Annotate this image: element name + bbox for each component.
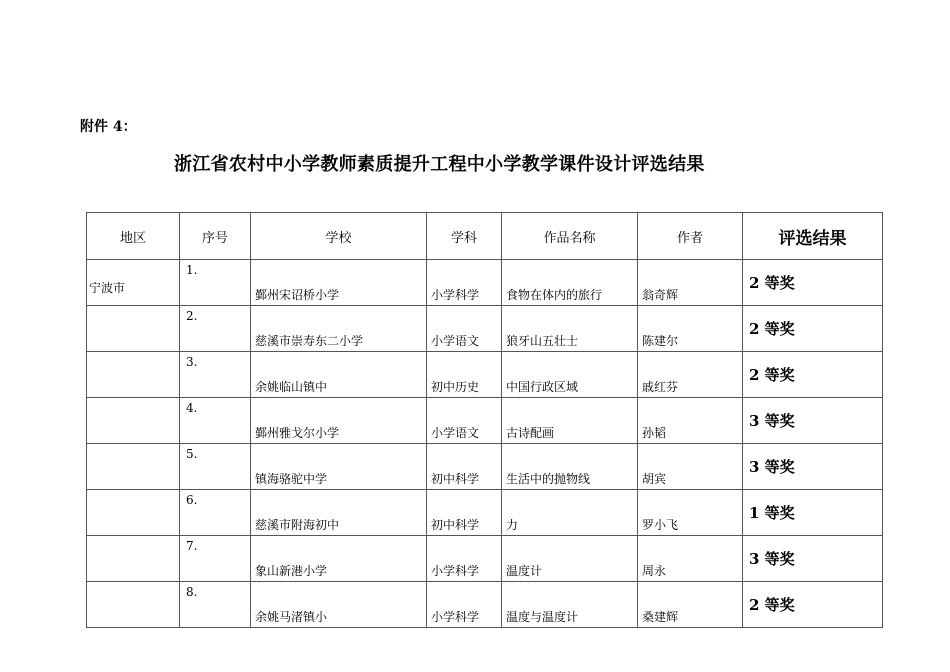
cell-result: 2 等奖 bbox=[743, 582, 883, 628]
header-result: 评选结果 bbox=[743, 213, 883, 260]
cell-work: 生活中的抛物线 bbox=[502, 444, 638, 490]
cell-school: 慈溪市附海初中 bbox=[251, 490, 427, 536]
cell-work: 中国行政区域 bbox=[502, 352, 638, 398]
cell-result: 2 等奖 bbox=[743, 352, 883, 398]
cell-region bbox=[87, 490, 180, 536]
cell-subject: 小学语文 bbox=[427, 306, 502, 352]
cell-school: 鄞州雅戈尔小学 bbox=[251, 398, 427, 444]
cell-school: 鄞州宋诏桥小学 bbox=[251, 260, 427, 306]
header-work: 作品名称 bbox=[502, 213, 638, 260]
cell-school: 余姚马渚镇小 bbox=[251, 582, 427, 628]
header-number: 序号 bbox=[180, 213, 251, 260]
cell-work: 力 bbox=[502, 490, 638, 536]
page-title: 浙江省农村中小学教师素质提升工程中小学教学课件设计评选结果 bbox=[174, 154, 705, 175]
cell-subject: 小学科学 bbox=[427, 582, 502, 628]
cell-school: 象山新港小学 bbox=[251, 536, 427, 582]
cell-region bbox=[87, 582, 180, 628]
cell-number: 2. bbox=[180, 306, 251, 352]
cell-region bbox=[87, 444, 180, 490]
cell-author: 陈建尔 bbox=[638, 306, 743, 352]
cell-result: 3 等奖 bbox=[743, 444, 883, 490]
cell-subject: 小学语文 bbox=[427, 398, 502, 444]
attachment-label: 附件 4： bbox=[80, 119, 137, 135]
cell-subject: 初中科学 bbox=[427, 490, 502, 536]
cell-author: 翁奇辉 bbox=[638, 260, 743, 306]
cell-result: 2 等奖 bbox=[743, 306, 883, 352]
table-row bbox=[87, 582, 883, 628]
table-row bbox=[87, 490, 883, 536]
header-subject: 学科 bbox=[427, 213, 502, 260]
cell-number: 4. bbox=[180, 398, 251, 444]
table-row bbox=[87, 306, 883, 352]
cell-number: 5. bbox=[180, 444, 251, 490]
cell-subject: 小学科学 bbox=[427, 260, 502, 306]
cell-result: 3 等奖 bbox=[743, 398, 883, 444]
cell-work: 古诗配画 bbox=[502, 398, 638, 444]
cell-region bbox=[87, 536, 180, 582]
header-region: 地区 bbox=[87, 213, 180, 260]
cell-region: 宁波市 bbox=[87, 260, 180, 306]
results-table bbox=[86, 212, 883, 628]
cell-author: 孙韬 bbox=[638, 398, 743, 444]
table-header-row bbox=[87, 213, 883, 260]
cell-number: 8. bbox=[180, 582, 251, 628]
cell-result: 1 等奖 bbox=[743, 490, 883, 536]
cell-author: 罗小飞 bbox=[638, 490, 743, 536]
cell-school: 慈溪市崇寿东二小学 bbox=[251, 306, 427, 352]
table-row bbox=[87, 352, 883, 398]
cell-region bbox=[87, 398, 180, 444]
header-author: 作者 bbox=[638, 213, 743, 260]
cell-author: 胡宾 bbox=[638, 444, 743, 490]
cell-author: 周永 bbox=[638, 536, 743, 582]
cell-result: 3 等奖 bbox=[743, 536, 883, 582]
cell-author: 桑建辉 bbox=[638, 582, 743, 628]
cell-subject: 初中科学 bbox=[427, 444, 502, 490]
cell-subject: 小学科学 bbox=[427, 536, 502, 582]
table-row bbox=[87, 536, 883, 582]
cell-region bbox=[87, 352, 180, 398]
cell-school: 镇海骆驼中学 bbox=[251, 444, 427, 490]
cell-work: 食物在体内的旅行 bbox=[502, 260, 638, 306]
cell-work: 温度计 bbox=[502, 536, 638, 582]
header-school: 学校 bbox=[251, 213, 427, 260]
cell-number: 7. bbox=[180, 536, 251, 582]
cell-region bbox=[87, 306, 180, 352]
table-row bbox=[87, 444, 883, 490]
cell-author: 戚红芬 bbox=[638, 352, 743, 398]
cell-subject: 初中历史 bbox=[427, 352, 502, 398]
cell-school: 余姚临山镇中 bbox=[251, 352, 427, 398]
table-row bbox=[87, 260, 883, 306]
cell-result: 2 等奖 bbox=[743, 260, 883, 306]
table-row bbox=[87, 398, 883, 444]
cell-work: 温度与温度计 bbox=[502, 582, 638, 628]
cell-number: 1. bbox=[180, 260, 251, 306]
cell-work: 狼牙山五壮士 bbox=[502, 306, 638, 352]
cell-number: 6. bbox=[180, 490, 251, 536]
cell-number: 3. bbox=[180, 352, 251, 398]
